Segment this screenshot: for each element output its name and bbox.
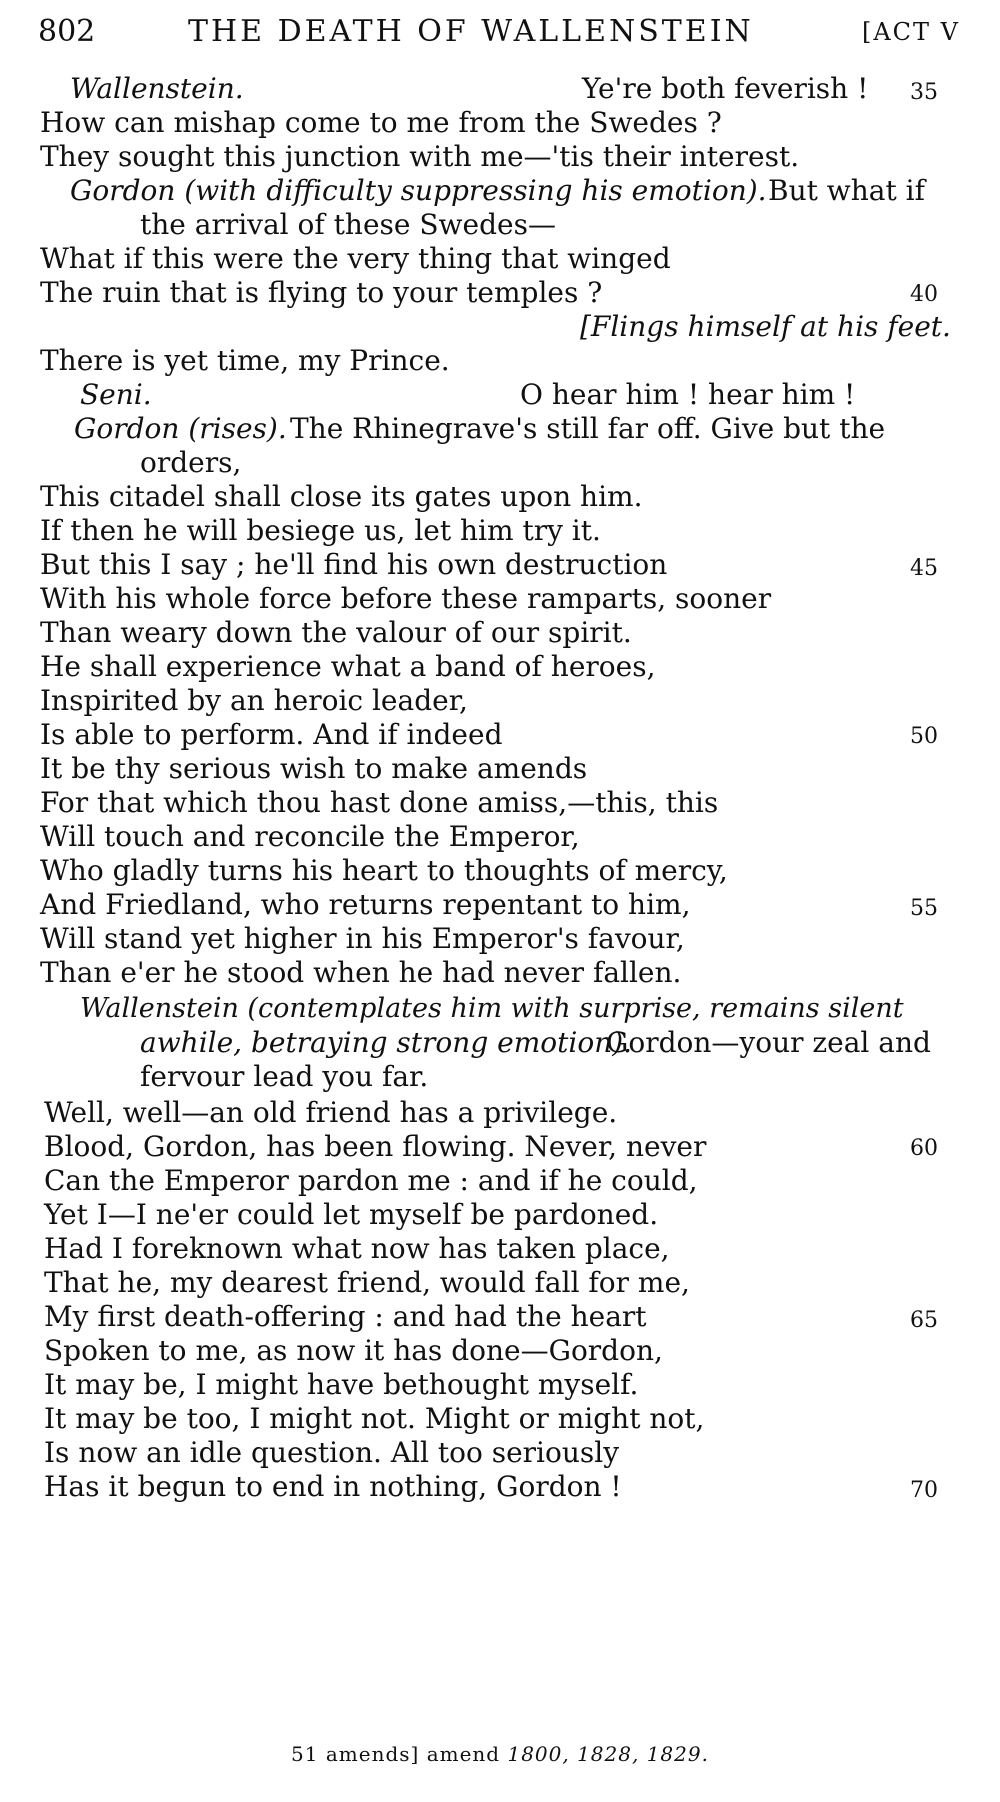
verse-line bbox=[140, 1026, 632, 1060]
speaker-name: Gordon (with difficulty suppressing his emotion). bbox=[70, 174, 767, 207]
verse-line: My first death-offering : and had the heart bbox=[44, 1300, 647, 1333]
verse-line bbox=[70, 72, 244, 106]
verse-line: Well, well—an old friend has a privilege. bbox=[44, 1096, 618, 1129]
verse-line: There is yet time, my Prince. bbox=[40, 344, 450, 377]
verse-line: The ruin that is flying to your temples ? bbox=[40, 276, 603, 309]
verse-line: fervour lead you far. bbox=[140, 1060, 429, 1093]
verse-line: Yet I—I ne'er could let myself be pardoned. bbox=[44, 1198, 659, 1231]
footnote-text: amend bbox=[426, 1742, 501, 1766]
verse-line: Can the Emperor pardon me : and if he could, bbox=[44, 1164, 698, 1197]
verse-line: How can mishap come to me from the Swedes ? bbox=[40, 106, 722, 139]
verse-line: But this I say ; he'll find his own destruction bbox=[40, 548, 668, 581]
verse-line: What if this were the very thing that winged bbox=[40, 242, 671, 275]
verse-line: Inspirited by an heroic leader, bbox=[40, 684, 468, 717]
verse-line bbox=[74, 412, 287, 446]
line-number: 70 bbox=[910, 1478, 938, 1503]
verse-line bbox=[582, 72, 868, 106]
verse-line: O hear him ! hear him ! bbox=[520, 378, 856, 411]
verse-line: If then he will besiege us, let him try it. bbox=[40, 514, 601, 547]
verse-line: Will stand yet higher in his Emperor's favour, bbox=[40, 922, 685, 955]
line-number: 35 bbox=[910, 80, 938, 105]
verse-line: This citadel shall close its gates upon him. bbox=[40, 480, 643, 513]
verse-line: Is able to perform. And if indeed bbox=[40, 718, 503, 751]
verse-line: Gordon—your zeal and bbox=[606, 1026, 931, 1059]
verse-line: Spoken to me, as now it has done—Gordon, bbox=[44, 1334, 663, 1367]
verse-line: It be thy serious wish to make amends bbox=[40, 752, 588, 785]
line-number: 65 bbox=[910, 1308, 938, 1333]
verse-line: Had I foreknown what now has taken place, bbox=[44, 1232, 670, 1265]
verse-line: He shall experience what a band of heroes, bbox=[40, 650, 656, 683]
running-title: THE DEATH OF WALLENSTEIN bbox=[188, 14, 754, 49]
footnote bbox=[0, 1742, 1000, 1766]
verse-line: With his whole force before these ramparts, sooner bbox=[40, 582, 772, 615]
verse-line bbox=[80, 378, 152, 412]
line-number: 60 bbox=[910, 1136, 938, 1161]
verse-line: Is now an idle question. All too seriously bbox=[44, 1436, 620, 1469]
verse-line: Than e'er he stood when he had never fallen. bbox=[40, 956, 682, 989]
verse-line: Blood, Gordon, has been flowing. Never, never bbox=[44, 1130, 707, 1163]
verse-text: Ye're both feverish ! bbox=[582, 72, 869, 105]
verse-line: It may be, I might have bethought myself. bbox=[44, 1368, 639, 1401]
speaker-name: awhile, betraying strong emotion). bbox=[140, 1026, 633, 1059]
verse-line: Than weary down the valour of our spirit. bbox=[40, 616, 632, 649]
verse-line: They sought this junction with me—'tis their interest. bbox=[40, 140, 800, 173]
verse-line: The Rhinegrave's still far off. Give but the bbox=[290, 412, 886, 445]
stage-direction-line bbox=[70, 174, 767, 208]
verse-line: orders, bbox=[140, 446, 242, 479]
line-number: 50 bbox=[910, 724, 938, 749]
verse-line: For that which thou hast done amiss,—this, this bbox=[40, 786, 719, 819]
speaker-name: Seni. bbox=[80, 378, 152, 411]
verse-line: That he, my dearest friend, would fall for me, bbox=[44, 1266, 690, 1299]
verse-line: Will touch and reconcile the Emperor, bbox=[40, 820, 580, 853]
verse-line: Who gladly turns his heart to thoughts of mercy, bbox=[40, 854, 728, 887]
speaker-name: Wallenstein. bbox=[70, 72, 244, 105]
verse-line: It may be too, I might not. Might or might not, bbox=[44, 1402, 705, 1435]
line-number: 40 bbox=[910, 282, 938, 307]
page-number: 802 bbox=[38, 14, 96, 49]
verse-line: And Friedland, who returns repentant to him, bbox=[40, 888, 691, 921]
line-number: 55 bbox=[910, 896, 938, 921]
stage-direction: [Flings himself at his feet. bbox=[580, 310, 951, 343]
verse-line: the arrival of these Swedes— bbox=[140, 208, 556, 241]
running-header bbox=[38, 14, 960, 58]
footnote-ref: 51 amends] bbox=[291, 1742, 420, 1766]
speaker-name: Gordon (rises). bbox=[74, 412, 287, 445]
verse-line: But what if bbox=[768, 174, 925, 207]
verse-line: Has it begun to end in nothing, Gordon ! bbox=[44, 1470, 622, 1503]
speaker-name: Wallenstein (contemplates him with surprise, remains silent bbox=[80, 993, 904, 1024]
act-label: [ACT V bbox=[861, 18, 960, 46]
line-number: 45 bbox=[910, 556, 938, 581]
footnote-editions: 1800, 1828, 1829. bbox=[507, 1742, 709, 1766]
